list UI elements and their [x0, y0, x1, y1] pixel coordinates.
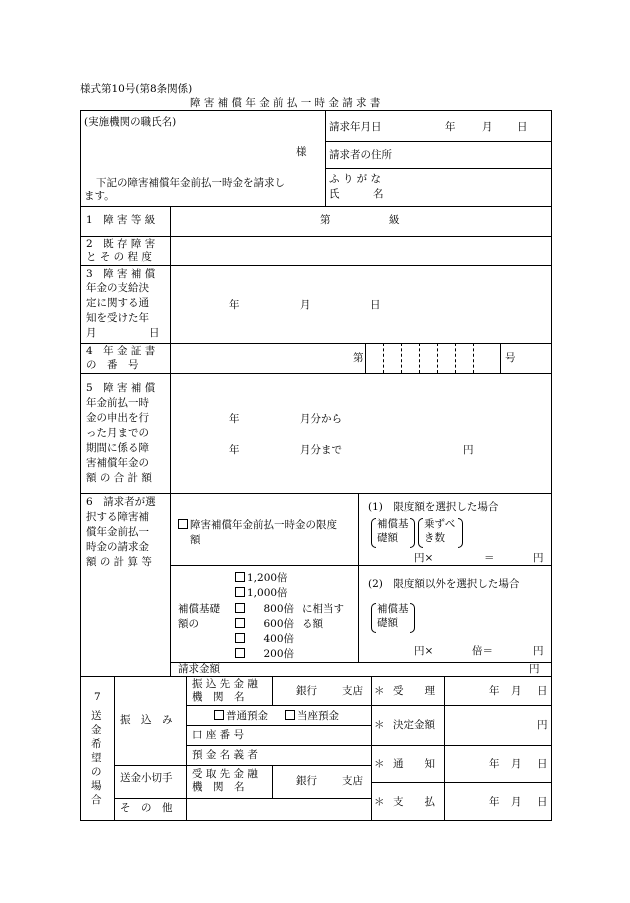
acct-ordinary-label: 普通預金 [226, 710, 268, 722]
bank-label-1: 振 込 先 金 融 [192, 678, 258, 690]
remit-v1: 送 [91, 710, 102, 722]
decision-month[interactable]: 月 [300, 299, 311, 311]
opt2-times[interactable]: 倍＝ [472, 645, 493, 657]
opt1-base-bracket-l [371, 518, 376, 548]
opt1-base-1: 補償基 [377, 518, 409, 530]
acct-ordinary-checkbox[interactable] [214, 710, 224, 720]
decision-day[interactable]: 日 [370, 299, 381, 311]
furikomi-label: 振 込 み [120, 714, 173, 726]
address-label: 請求者の住所 [329, 149, 392, 161]
payment-year[interactable]: 年 [489, 796, 500, 808]
recv-branch[interactable]: 支店 [342, 775, 363, 787]
opt1-equals: ＝ [484, 552, 495, 564]
request-text-2: ます。 [84, 190, 115, 202]
decision-label-1: 3 障 害 補 償 [86, 268, 156, 280]
sama-label: 様 [296, 146, 307, 158]
remit-v3: 希 [91, 738, 102, 750]
mult-200-checkbox[interactable] [235, 648, 245, 658]
equiv-label-2: る額 [302, 618, 323, 630]
total-yen[interactable]: 円 [463, 444, 474, 456]
notice-month[interactable]: 月 [511, 758, 522, 770]
limit-text-2: 額 [190, 534, 201, 546]
mult-400[interactable] [235, 633, 294, 646]
payment-label: 支 払 [393, 796, 435, 808]
calc-label-4: 時金の請求金 [86, 541, 149, 553]
claim-label: 請求金額 [178, 663, 220, 675]
receipt-day[interactable]: 日 [537, 685, 548, 697]
acct-current[interactable] [285, 710, 339, 723]
calc-label-2: 択する障害補 [86, 511, 149, 523]
bank-label-2: 機 関 名 [192, 691, 245, 703]
existing-label-1: 2 既 存 障 害 [86, 238, 156, 250]
mult-600-checkbox[interactable] [235, 618, 245, 628]
decision-year[interactable]: 年 [229, 299, 240, 311]
cert-label-1: 4 年 金 証 書 [86, 345, 156, 357]
date-day-field[interactable]: 日 [517, 121, 528, 133]
calc-label-5: 額 の 計 算 等 [86, 556, 152, 568]
opt2-base-1: 補償基 [377, 603, 409, 615]
grade-label: 1 障 害 等 級 [86, 214, 156, 226]
notice-day[interactable]: 日 [537, 758, 548, 770]
opt1-yen-x[interactable]: 円× [414, 552, 434, 564]
cert-label-2: の 番 号 [86, 359, 139, 371]
receipt-year[interactable]: 年 [489, 685, 500, 697]
total-label-7: 額 の 合 計 額 [86, 472, 152, 484]
check-label: 送金小切手 [120, 772, 173, 784]
calc-label-3: 償年金前払一 [86, 526, 149, 538]
remit-v7: 合 [91, 794, 102, 806]
acct-current-label: 当座預金 [297, 710, 339, 722]
decision-label-2: 年金の支給決 [86, 282, 149, 294]
mult-1200-checkbox[interactable] [235, 572, 245, 582]
opt2-yen[interactable]: 円 [533, 645, 544, 657]
limit-option[interactable] [178, 519, 337, 532]
mult-1200[interactable] [235, 572, 288, 585]
mult-200[interactable] [235, 648, 294, 661]
receipt-month[interactable]: 月 [511, 685, 522, 697]
notice-label: 通 知 [393, 758, 435, 770]
cert-dai: 第 [353, 352, 364, 364]
opt1-title: (1) 限度額を選択した場合 [368, 501, 499, 513]
equiv-label-1: に相当す [302, 603, 344, 615]
acct-ordinary[interactable] [214, 710, 268, 723]
recv-label-2: 機 関 名 [192, 781, 245, 793]
branch-word[interactable]: 支店 [342, 685, 363, 697]
opt1-base-bracket-r [410, 518, 415, 548]
mult-800[interactable] [235, 603, 294, 616]
total-label-1: 5 障 害 補 償 [86, 382, 156, 394]
total-month-to[interactable]: 月分まで [300, 444, 342, 456]
decision-label-4: 知を受けた年 [86, 312, 149, 324]
decision-label-3: 定に関する通 [86, 297, 149, 309]
opt2-base-bracket-r [410, 603, 415, 633]
payment-month[interactable]: 月 [511, 796, 522, 808]
opt1-mult-1: 乗ずべ [424, 518, 456, 530]
agency-label: (実施機関の職氏名) [84, 116, 177, 128]
acct-current-checkbox[interactable] [285, 710, 295, 720]
furigana-label: ふ り が な [329, 173, 382, 185]
opt1-base-2: 礎額 [377, 532, 398, 544]
decision-label-5: 月 日 [86, 327, 160, 339]
opt1-mult-bracket-r [458, 518, 463, 548]
total-label-4: った月までの [86, 427, 149, 439]
opt1-mult-2: き数 [424, 532, 445, 544]
opt1-mult-bracket-l [418, 518, 423, 548]
decision-star: ＊ [374, 719, 385, 731]
recv-bank[interactable]: 銀行 [296, 775, 317, 787]
total-label-3: 金の申出を行 [86, 412, 149, 424]
bank-word[interactable]: 銀行 [296, 685, 317, 697]
remit-number: 7 [94, 691, 101, 703]
mult-600[interactable] [235, 618, 294, 631]
mult-1000-label: 1,000倍 [247, 587, 288, 599]
form-title: 障 害 補 償 年 金 前 払 一 時 金 請 求 書 [190, 97, 381, 109]
opt2-base-bracket-l [371, 603, 376, 633]
opt2-yen-x[interactable]: 円× [414, 645, 434, 657]
receipt-star: ＊ [374, 685, 385, 697]
base-label-2: 額の [178, 618, 199, 630]
mult-200-label: 200倍 [263, 648, 294, 660]
notice-year[interactable]: 年 [489, 758, 500, 770]
acct-holder-label: 預 金 名 義 者 [192, 749, 258, 761]
remit-v4: 望 [91, 752, 102, 764]
total-month-from[interactable]: 月分から [300, 413, 342, 425]
limit-checkbox[interactable] [178, 519, 188, 529]
decision-amount-yen[interactable]: 円 [537, 719, 548, 731]
mult-1200-label: 1,200倍 [247, 572, 288, 584]
remit-v2: 金 [91, 724, 102, 736]
decision-amount-label: 決定金額 [393, 719, 435, 731]
base-label-1: 補償基礎 [178, 603, 220, 615]
mult-1000[interactable] [235, 587, 288, 600]
mult-400-checkbox[interactable] [235, 633, 245, 643]
grade-dai[interactable]: 第 [320, 214, 331, 226]
other-label: そ の 他 [120, 802, 173, 814]
notice-star: ＊ [374, 758, 385, 770]
grade-kyu: 級 [389, 214, 400, 226]
opt1-yen[interactable]: 円 [533, 552, 544, 564]
mult-800-checkbox[interactable] [235, 603, 245, 613]
payment-day[interactable]: 日 [537, 796, 548, 808]
total-label-5: 期間に係る障 [86, 442, 149, 454]
total-label-2: 年金前払一時 [86, 397, 149, 409]
date-year-field[interactable]: 年 [445, 121, 456, 133]
receipt-label: 受 理 [393, 685, 435, 697]
recv-label-1: 受 取 先 金 融 [192, 768, 258, 780]
total-year-to[interactable]: 年 [229, 444, 240, 456]
opt2-base-2: 礎額 [377, 617, 398, 629]
date-month-field[interactable]: 月 [482, 121, 493, 133]
name-label-1: 氏 [329, 188, 340, 200]
date-label: 請求年月日 [329, 121, 382, 133]
remit-v6: 場 [91, 780, 102, 792]
mult-400-label: 400倍 [263, 633, 294, 645]
remit-v5: の [91, 766, 102, 778]
total-label-6: 害補償年金の [86, 457, 149, 469]
mult-600-label: 600倍 [263, 618, 294, 630]
name-label-2: 名 [373, 188, 384, 200]
limit-text-1: 障害補償年金前払一時金の限度 [190, 519, 337, 531]
opt2-title: (2) 限度額以外を選択した場合 [368, 578, 520, 590]
form-number: 様式第10号(第8条関係) [80, 83, 193, 95]
payment-star: ＊ [374, 796, 385, 808]
calc-label-1: 6 請求者が選 [86, 496, 156, 508]
mult-800-label: 800倍 [263, 603, 294, 615]
claim-yen[interactable]: 円 [529, 663, 540, 675]
cert-go: 号 [505, 352, 516, 364]
existing-label-2: と そ の 程 度 [86, 251, 152, 263]
mult-1000-checkbox[interactable] [235, 587, 245, 597]
acct-number-label: 口 座 番 号 [192, 729, 245, 741]
request-text-1: 下記の障害補償年金前払一時金を請求し [96, 177, 285, 189]
total-year-from[interactable]: 年 [229, 413, 240, 425]
